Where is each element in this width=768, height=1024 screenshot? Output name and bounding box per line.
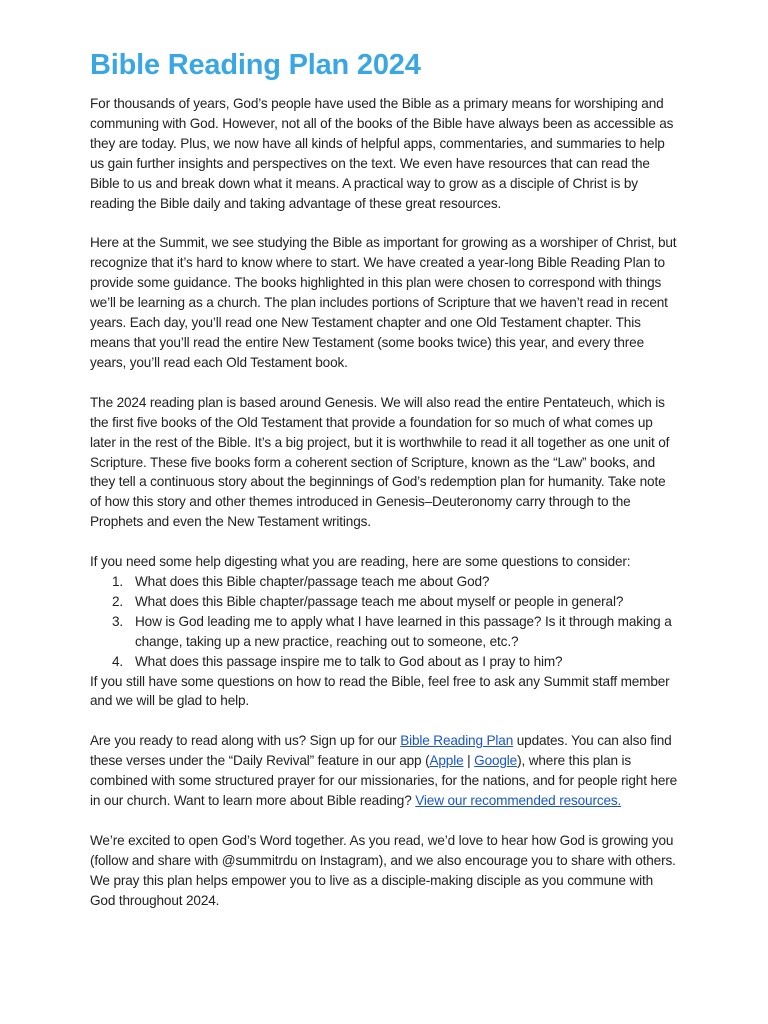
list-item [90,592,680,612]
list-item-text: How is God leading me to apply what I have learned in this passage? Is it through making a change, taking up a new practice, reaching out to someone, etc.? [135,613,672,649]
list-item-number: 2. [112,593,124,609]
questions-list [90,572,680,672]
bible-reading-plan-link[interactable]: Bible Reading Plan [400,733,514,749]
list-item [90,652,680,672]
signup-paragraph [90,731,680,811]
link-separator: | [463,753,475,769]
questions-intro: If you need some help digesting what you are reading, here are some questions to consider: [90,554,631,570]
signup-text-1: Are you ready to read along with us? Sign up for our [90,733,401,749]
paragraph-spacer [90,711,680,731]
closing-paragraph: We’re excited to open God’s Word together. As you read, we’d love to hear how God is growing you (follow and share with @summitrdu on Instagram), and we also encourage you to share with others. We pray this plan helps empower you to live as a disciple-making disciple as you commune with God throughout 2024. [90,833,676,908]
signup-text-3: ), where this plan is combined with some structured prayer for our missionaries, for the nations, and for people right here in our church. Want to learn more about Bible reading? [90,753,678,809]
list-item [90,572,680,592]
list-item-text: What does this Bible chapter/passage teach me about myself or people in general? [135,593,624,609]
recommended-resources-link[interactable]: View our recommended resources. [415,793,622,809]
list-item [90,612,680,652]
list-item-number: 4. [112,653,124,669]
intro-paragraph: For thousands of years, God’s people have used the Bible as a primary means for worshiping and communing with God. However, not all of the books of the Bible have always been as accessible as they are today. Plus, we now have all kinds of helpful apps, commentaries, and summaries to help us gain further insights and perspectives on the text. We even have resources that can read the Bible to us and break down what it means. A practical way to grow as a disciple of Christ is by reading the Bible daily and taking advantage of these great resources. [90,96,674,211]
list-item-text: What does this Bible chapter/passage teach me about God? [135,574,490,590]
genesis-paragraph: The 2024 reading plan is based around Genesis. We will also read the entire Pentateuch, which is the first five books of the Old Testament that provide a foundation for so much of what comes up later in the rest of the Bible. It’s a big project, but it is worthwhile to read it all together as one unit of Scripture. These five books form a coherent section of Scripture, known as the “Law” books, and they tell a continuous story about the beginnings of God’s redemption plan for humanity. Take note of how this story and other themes introduced in Genesis–Deuteronomy carry through to the Prophets and even the New Testament writings. [90,394,670,530]
list-item-number: 3. [112,613,124,629]
list-item-number: 1. [112,574,124,590]
list-item-text: What does this passage inspire me to talk to God about as I pray to him? [135,653,563,669]
paragraph-spacer [90,811,680,831]
signup-text-2: updates. You can also find these verses under the “Daily Revival” feature in our app ( [90,733,672,769]
paragraph-spacer [90,373,680,393]
page-title: Bible Reading Plan 2024 [90,49,421,81]
google-link[interactable]: Google [474,753,518,769]
paragraph-spacer [90,532,680,552]
apple-link[interactable]: Apple [429,753,464,769]
summit-paragraph: Here at the Summit, we see studying the Bible as important for growing as a worshiper of Christ, but recognize that it’s hard to know where to start. We have created a year-long Bible Reading Plan to provide some guidance. The books highlighted in this plan were chosen to correspond with things we’ll be learning as a church. The plan includes portions of Scripture that we haven’t read in recent years. Each day, you’ll read one New Testament chapter and one Old Testament chapter. This means that you’ll read the entire New Testament (some books twice) this year, and every three years, you’ll read each Old Testament book. [90,235,677,370]
questions-outro: If you still have some questions on how to read the Bible, feel free to ask any Summit staff member and we will be glad to help. [90,673,670,709]
paragraph-spacer [90,213,680,233]
document-page [90,46,680,911]
